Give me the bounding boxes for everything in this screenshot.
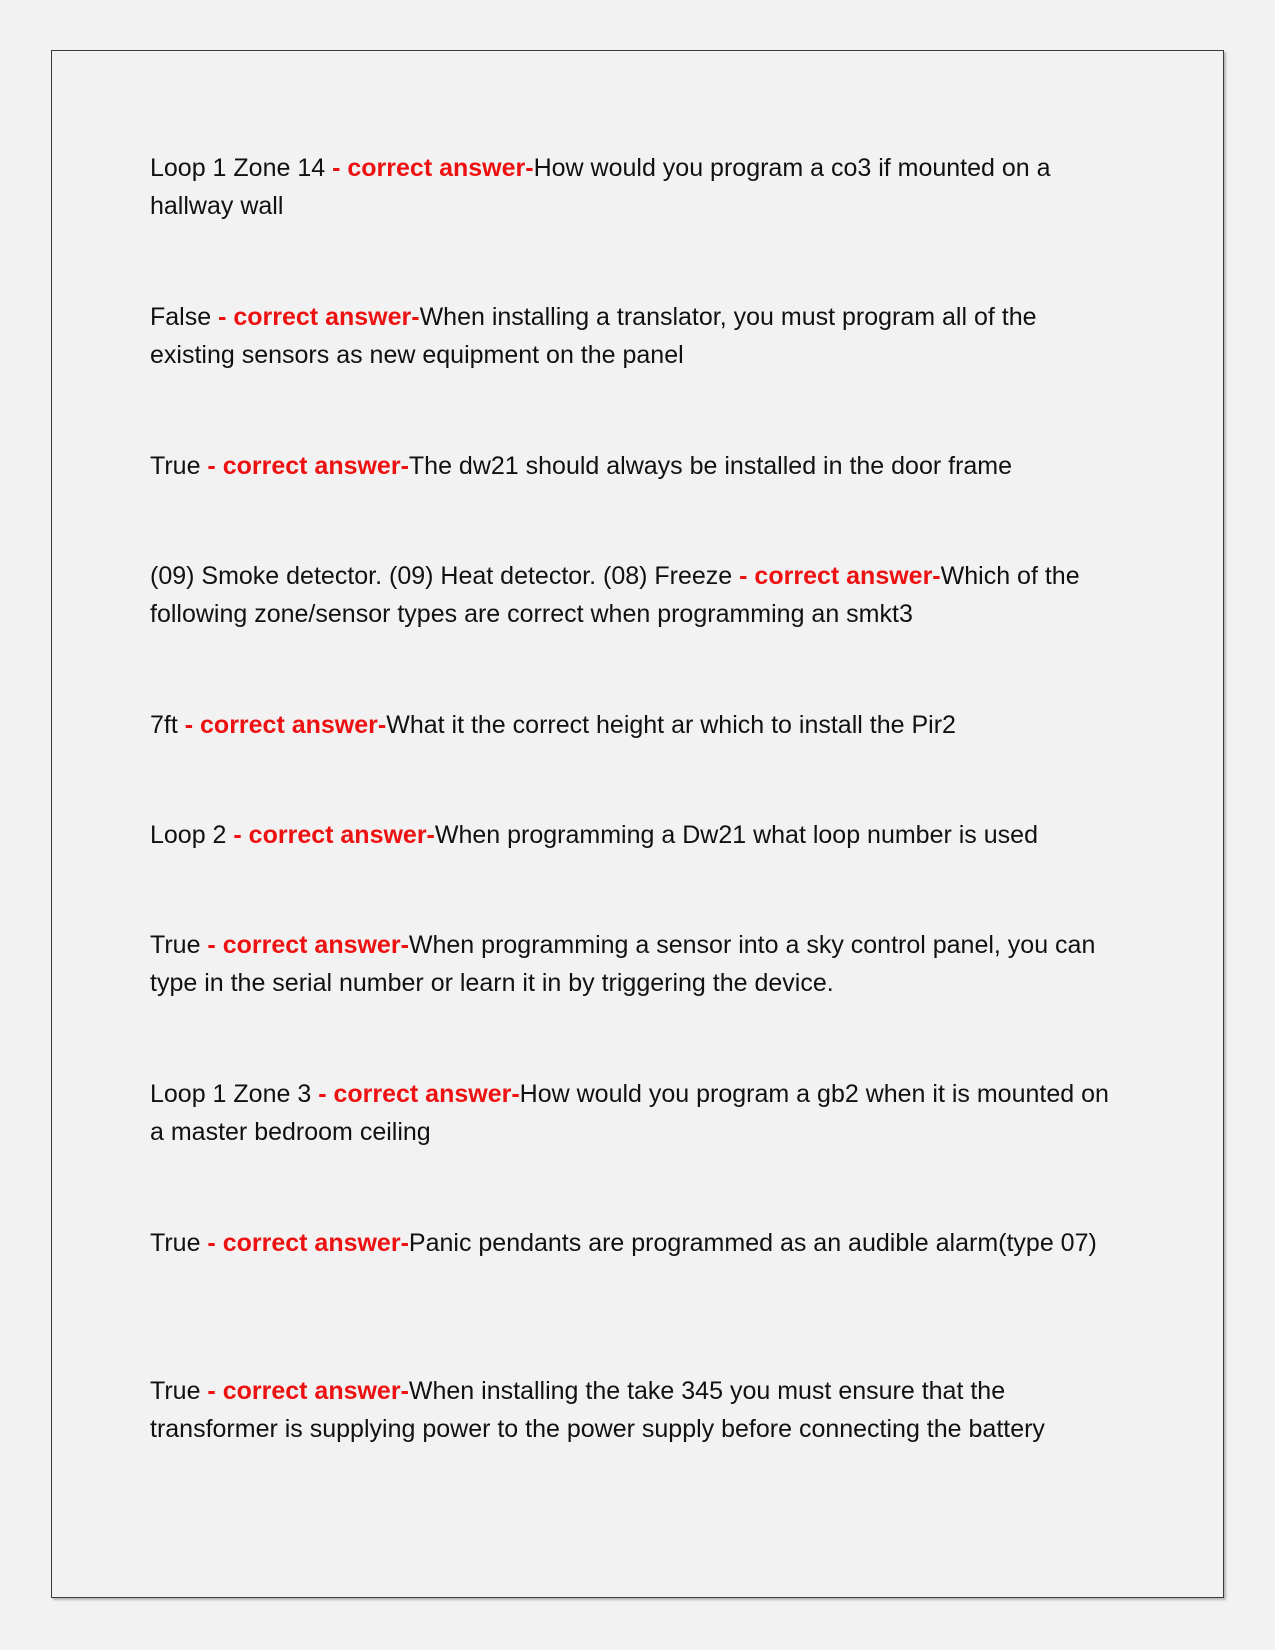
qa-item-8 [150,1075,1110,1151]
answer-separator: - correct answer- [325,154,534,182]
answer-separator: - correct answer- [311,1080,520,1108]
answer-separator: - correct answer- [177,711,387,739]
question-text: Which of the following zone/sensor types are correct when programming an smkt3 [150,562,1080,628]
answer-text: True [150,931,201,959]
answer-text: Loop 2 [150,821,227,849]
question-text: When programming a sensor into a sky control panel, you can type in the serial number or learn it in by triggering the device. [150,931,1096,997]
qa-item-5 [150,706,1110,744]
question-text: When installing the take 345 you must ensure that the transformer is supplying power to the power supply before connecting the battery [150,1377,1045,1443]
qa-item-4 [150,557,1110,633]
question-text: Panic pendants are programmed as an audible alarm(type 07) [408,1229,1097,1257]
answer-separator: - correct answer- [200,1377,409,1405]
answer-text: 7ft [150,711,178,739]
question-text: How would you program a gb2 when it is mounted on a master bedroom ceiling [150,1080,1109,1146]
qa-item-7 [150,926,1110,1002]
answer-separator: - correct answer- [200,1229,409,1257]
answer-text: (09) Smoke detector. (09) Heat detector. (08) Freeze [150,562,733,590]
answer-text: Loop 1 Zone 14 [150,154,326,182]
answer-separator: - correct answer- [211,303,420,331]
answer-text: Loop 1 Zone 3 [150,1080,312,1108]
answer-text: True [150,1229,201,1257]
qa-item-6 [150,816,1110,854]
question-text: How would you program a co3 if mounted on a hallway wall [150,154,1051,220]
answer-separator: - correct answer- [200,931,409,959]
question-text: What it the correct height ar which to install the Pir2 [386,711,956,739]
qa-item-9 [150,1224,1110,1262]
answer-separator: - correct answer- [732,562,941,590]
answer-text: True [150,1377,201,1405]
question-text: When installing a translator, you must program all of the existing sensors as new equipment on the panel [150,303,1037,369]
qa-item-2 [150,298,1110,374]
question-text: When programming a Dw21 what loop number is used [434,821,1038,849]
qa-item-10 [150,1372,1110,1448]
answer-separator: - correct answer- [226,821,435,849]
question-text: The dw21 should always be installed in the door frame [408,452,1013,480]
answer-separator: - correct answer- [200,452,409,480]
qa-item-3 [150,447,1110,485]
answer-text: True [150,452,201,480]
answer-text: False [150,303,212,331]
qa-item-1 [150,149,1110,225]
